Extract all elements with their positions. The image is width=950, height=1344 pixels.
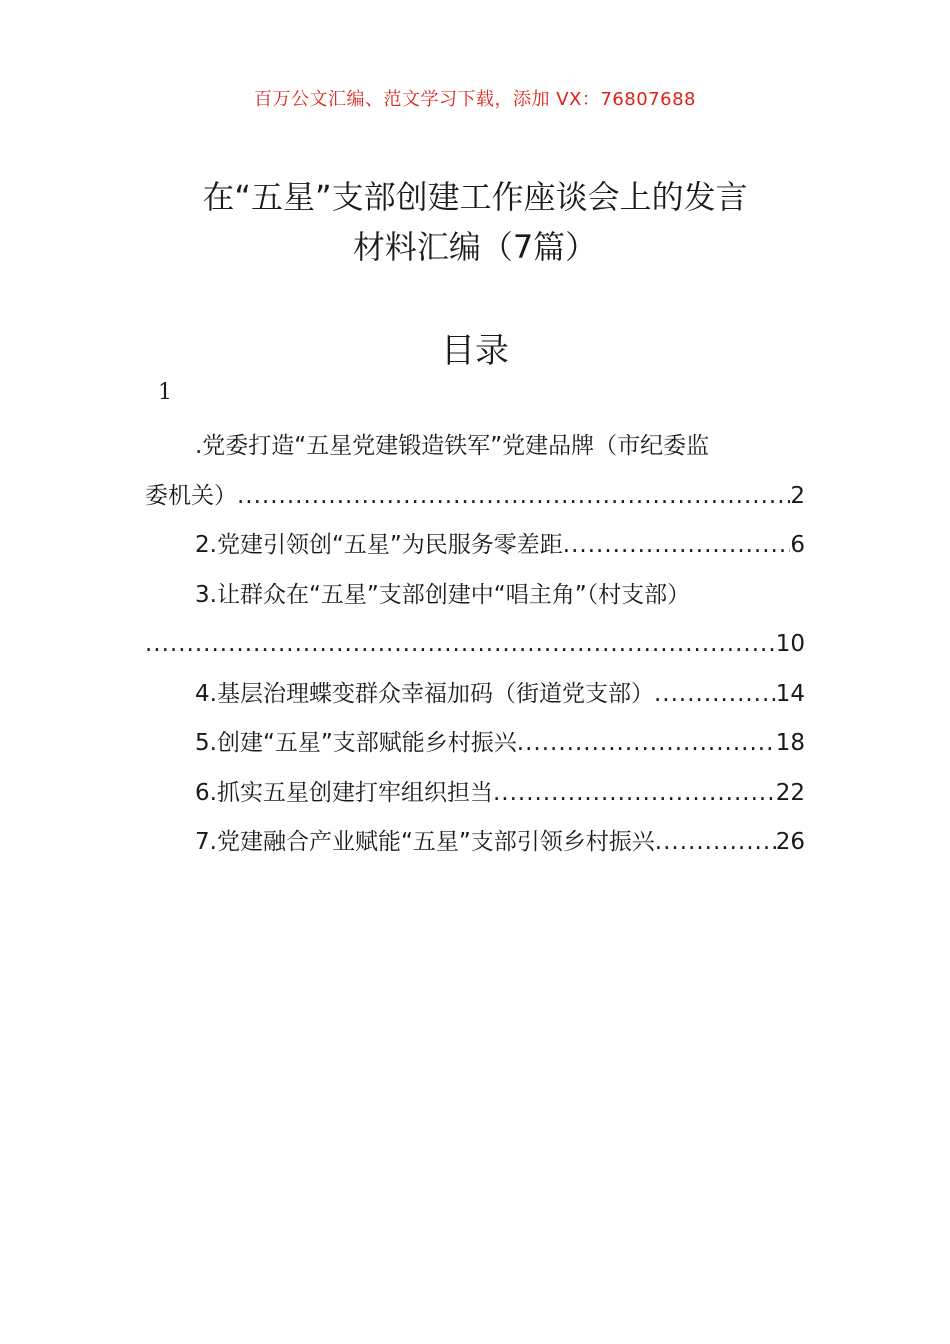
toc-page-number: 2: [790, 482, 805, 509]
document-title-line-1: 在“五星”支部创建工作座谈会上的发言: [202, 178, 748, 216]
stray-number: 1: [158, 380, 172, 405]
toc-page-number: 10: [775, 631, 805, 657]
toc-entry-text: 5.创建“五星”支部赋能乡村振兴: [195, 730, 517, 756]
toc-entry-2[interactable]: [145, 521, 805, 571]
header-note: 百万公文汇编、范文学习下载，添加 VX：76807688: [254, 89, 696, 110]
toc-entry-text: 2.党建引领创“五星”为民服务零差距: [195, 532, 563, 558]
toc-entry-4[interactable]: [145, 670, 805, 720]
dot-leader: [517, 719, 776, 769]
toc-entry-text: 委机关）: [145, 482, 237, 509]
toc-page-number: 26: [775, 829, 805, 855]
toc-entry-7[interactable]: [145, 818, 805, 868]
document-title-line-2: 材料汇编（7篇）: [352, 228, 598, 266]
toc-entry-text: 6.抓实五星创建打牢组织担当: [195, 779, 493, 806]
dot-leader: [145, 620, 776, 670]
dot-leader: [654, 670, 776, 720]
toc-page-number: 18: [775, 730, 805, 756]
toc-page-number: 6: [790, 532, 805, 558]
toc-entry-1-line-1[interactable]: .党委打造“五星党建锻造铁军”党建品牌（市纪委监: [195, 433, 710, 459]
dot-leader: [237, 472, 790, 522]
toc-page-number: 22: [775, 779, 805, 806]
toc-entry-1-line-2[interactable]: [145, 472, 805, 522]
dot-leader: [655, 818, 776, 868]
toc-entry-3-line-2[interactable]: [145, 620, 805, 670]
dot-leader: [493, 769, 776, 819]
toc-entry-text: 7.党建融合产业赋能“五星”支部引领乡村振兴: [195, 829, 655, 855]
toc-page-number: 14: [775, 680, 805, 707]
table-of-contents: [145, 422, 805, 868]
toc-entry-6[interactable]: [145, 769, 805, 819]
dot-leader: [563, 521, 791, 571]
toc-entry-3-line-1[interactable]: 3.让群众在“五星”支部创建中“唱主角”（村支部）: [195, 581, 691, 608]
toc-entry-text: 4.基层治理蝶变群众幸福加码（街道党支部）: [195, 680, 654, 707]
toc-entry-5[interactable]: [145, 719, 805, 769]
document-title: [120, 172, 830, 272]
toc-heading: 目录: [441, 331, 509, 371]
